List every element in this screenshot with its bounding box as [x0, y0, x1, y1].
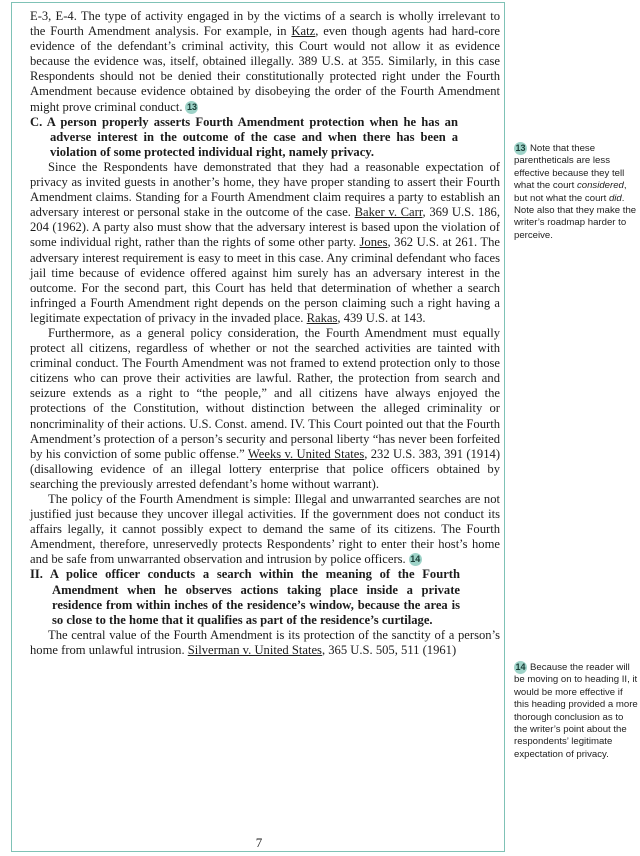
note-emphasis: considered: [576, 180, 624, 192]
page-frame: [11, 2, 505, 852]
text: The central value of the Fourth Amendment is its protection of the sanctity of a person’s home from unlawful intrusion.: [30, 627, 500, 657]
paragraph: [30, 492, 500, 567]
text: , even though agents had hard-core evidence of the defendant’s criminal activity, this Court would not allow it as evidence because the evidence was, itself, obtained illegally. 389 U.S. at 355. Similarly, in this case Respondents should not be denied their constitutionally protected right under the Fourth Amendment because evidence obtained by disobeying the order of the Fourth Amendment might prove criminal conduct.: [30, 24, 501, 114]
case-citation: Silverman v. United States: [187, 642, 322, 657]
note-text: Because the reader will be moving on to heading II, it would be more effective if this heading provided a more thorough conclusion as to the writer’s point about the respondents’ legitimate expectation of privacy.: [514, 662, 638, 760]
paragraph: [30, 160, 500, 326]
text: The policy of the Fourth Amendment is simple: Illegal and unwarranted searches are not justified just because they uncover illegal activities. If the government does not conduct its affairs legally, it cannot possibly expect to demand the same of its citizens. The Fourth Amendment, therefore, unreservedly protects Respondents’ right to enter their host’s home and be safe from unwarranted observation and intrusion by police officers.: [30, 492, 500, 567]
note-emphasis: did: [608, 192, 622, 204]
case-citation: Katz: [291, 24, 316, 39]
text: E-3, E-4. The type of activity engaged in by the victims of a search is wholly irrelevant to the Fourth Amendment analysis. For example, in: [30, 9, 500, 39]
note-text: , but not what the court: [514, 180, 627, 204]
paragraph: [30, 628, 500, 658]
annotation-badge-13: 13: [515, 143, 526, 153]
note-text: Note that these parentheticals are less effective because they tell what the court: [514, 143, 625, 192]
text: , 365 U.S. 505, 511 (1961): [321, 642, 457, 657]
case-citation: Baker v. Carr: [354, 205, 423, 220]
margin-note-13: [514, 142, 638, 242]
text: Since the Respondents have demonstrated that they had a reasonable expectation of privacy as invited guests in another’s home, they have proper standing to assert their Fourth Amendment claims. Standing for a Fourth Amendment claim requires a party to establish an adversary interest or personal stake in the outcome of the case.: [30, 159, 500, 220]
annotation-badge-14: 14: [515, 662, 526, 672]
section-heading-ii: II. A police officer conducts a search within the meaning of the Fourth Amendment when he observes actions taking place inside a private residence from within inches of the residence’s window, because the area is so close to the home that it qualifies as part of the residence’s curtilage.: [30, 567, 460, 627]
text: , 369 U.S. 186, 204 (1962). A party also must show that the adversary interest is based upon the violation of some individual right, rather than the rights of some other party.: [30, 205, 501, 250]
text: , 439 U.S. at 143.: [337, 310, 426, 325]
margin-note-14: [514, 661, 638, 761]
case-citation: Weeks v. United States: [247, 446, 365, 461]
text: , 362 U.S. at 261. The adversary interest requirement is easy to meet in this case. Any criminal defendant who faces jail time because of evidence offered against him surely has an adversary interest in the outcome. For the second part, this Court has held that determination of whether a search infringed a Fourth Amendment right depends on the person claiming such a right having a legitimate expectation of privacy in the invaded place.: [30, 235, 500, 325]
paragraph: [30, 326, 500, 492]
annotation-badge-13: 13: [186, 101, 197, 112]
text: , 232 U.S. 383, 391 (1914) (disallowing evidence of an illegal lottery enterprise that police officers obtained by searching the previously arrested defendant’s home without warrant).: [30, 446, 501, 491]
case-citation: Rakas: [306, 310, 338, 325]
case-citation: Jones: [359, 235, 388, 250]
annotation-badge-14: 14: [410, 554, 421, 565]
page-number: 7: [255, 835, 263, 850]
brief-body: [30, 9, 500, 658]
note-text: . Note also that they make the writer’s roadmap harder to perceive.: [514, 192, 637, 241]
section-heading-c: C. A person properly asserts Fourth Amendment protection when he has an adverse interest in the outcome of the case and when there has been a violation of some protected individual right, namely privacy.: [30, 114, 458, 159]
paragraph: [30, 9, 500, 115]
text: Furthermore, as a general policy consideration, the Fourth Amendment must equally protect all citizens, regardless of whether or not the searched activities are tainted with criminal conduct. The Fourth Amendment was not framed to extend protection only to those citizens who can prove their activities are lawful. Rather, the protection from search and seizure extends as a right to “the people,” and all citizens have always enjoyed the protections of the Constitution, without distinction between the alleged criminality or noncriminality of their actions. U.S. Const. amend. IV. This Court pointed out that the Fourth Amendment’s protection of a person’s security and personal liberty “has never been forfeited by his conviction of some public offense.”: [30, 325, 500, 461]
